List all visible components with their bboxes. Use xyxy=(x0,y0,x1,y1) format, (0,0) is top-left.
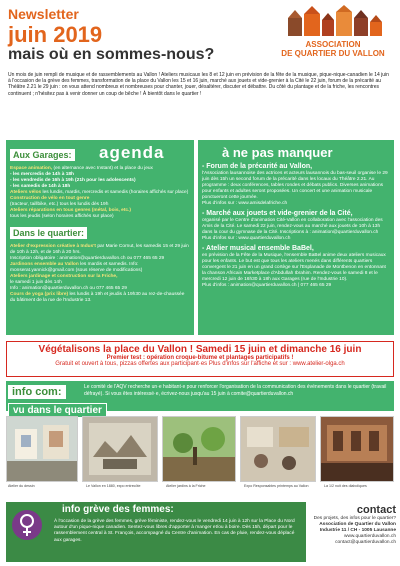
info-com-tag: info com: xyxy=(8,385,66,399)
association-logo xyxy=(272,4,394,72)
agenda-heading: agenda xyxy=(98,143,165,162)
indus-line-2: Inscription obligatoire : animation@quartierduvallon.ch ou 077 465 65 29 xyxy=(10,256,165,261)
newsletter-subtitle: mais où en sommes-nous? xyxy=(8,46,215,63)
friche-line-2: Info : animation@quartierduvallon.ch ou 077 465 65 29 xyxy=(10,286,127,291)
logo-line-1: ASSOCIATION xyxy=(305,40,361,49)
contact-website-link[interactable]: www.quartierduvallon.ch xyxy=(344,534,396,540)
marche-title: - Marché aux jouets et vide-grenier de la Cité, xyxy=(202,210,353,217)
photo-strip xyxy=(6,416,394,496)
highlights-heading: à ne pas manquer xyxy=(222,145,333,160)
babel-text: en prévision de la Fête de la Musique, l'ensemble BaBel anime deux ateliers musicaux pour les enfants. Le but est que tous les ateliers menés dans différents quartiers convergent le 21 juin en un grand cortège sur l'Esplanade de Montbenon en entonnant la chanson Africain Marketplace d'Abdullah Ibrahim. Rendez-vous le samedi 8 et le mercredi 12 juin de 16h30 à 18h aux Garages (rue de l'Industrie 10). xyxy=(202,253,386,282)
yoga-text: les lundis à 19h et jeudis à 19h30 au rez-de-chaussée du bâtiment de la rue de l'Industrie 13. xyxy=(10,292,185,303)
photo-vallon-1880 xyxy=(82,416,158,482)
vu-dans-le-quartier-tag: vu dans le quartier xyxy=(8,403,107,418)
contact-email-link[interactable]: contact@quartierduvallon.ch xyxy=(335,540,396,546)
photo-atelier-jardins xyxy=(162,416,236,482)
quartier-tag: Dans le quartier: xyxy=(10,227,87,239)
greve-femmes-panel xyxy=(6,502,306,562)
vegetalisons-title: Végétalisons la place du Vallon ! Samedi 15 juin et dimanche 16 juin xyxy=(38,344,362,355)
espace-title: Espace animation, xyxy=(10,166,53,171)
forum-title: - Forum de la précarité au Vallon, xyxy=(202,163,313,170)
jardin-title: Jardinons ensemble au Vallon xyxy=(10,262,79,267)
forum-text: l'Association lausannoise des actrices et acteurs lausannois du bas-seuil organise le 29 juin dès 15h un second forum de la précarité dans les locaux du Théâtre 2.21. Au programme : deux conférences, tables rondes et débats publics. Diverses animations pour enfants et adultes seront proposées. Un concert et une animation musicale ponctueront cette journée. xyxy=(202,171,388,200)
espace-note: (en alternance avec Instant) et la place du jeux xyxy=(53,166,153,171)
houses-logo-icon xyxy=(286,4,386,38)
logo-line-2: DE QUARTIER DU VALLON xyxy=(281,49,385,58)
yoga-title: Cours de yoga (prix libre) xyxy=(10,292,69,297)
velos-title: Ateliers vélos xyxy=(10,190,42,195)
greve-title: info grève des femmes: xyxy=(62,504,174,515)
vegetalisons-line-2: Gratuit et ouvert à tous, pizzas offertes aux participant·es Plus d'infos sur l'affiche et sur : www.atelier-olga.ch xyxy=(55,361,345,367)
feminist-symbol-icon xyxy=(12,510,42,540)
contact-line-2: Association de Quartier du Vallon xyxy=(319,522,396,528)
construction-title: Construction de vélo en tout genre xyxy=(10,196,90,201)
marche-text: organisé par le Centre d'animation Cité-Vallon en collaboration avec l'association des Amis de la Cité. Le samedi 22 juin, rendez-vous au marché aux jouets de 10h à 13h dans la cour du gymnase de la Cité. Inscriptions à : animation@quartierduvallon.ch xyxy=(202,218,383,235)
photo-expo-responsables xyxy=(240,416,316,482)
caption-4: Expo Responsables printemps au Vallon xyxy=(244,484,309,488)
reparations-title: Ateliers réparations en tous genres (métal, bois, etc.) xyxy=(10,208,132,213)
vegetalisons-banner xyxy=(6,341,394,377)
indus-line-1: par Marie Cornut, les samedis 15 et 29 juin de 10h à 12h, et de 16h à 20 hrs. xyxy=(10,244,189,255)
newsletter-date: juin 2019 xyxy=(8,22,103,47)
caption-2: Le Vallon en 1880, expo entrecôte xyxy=(86,484,141,488)
info-com-text: Le comité de l'AQV recherche un·e habitant·e pour renforcer l'organisation de la communication des événements dans le quartier (travail défrayé). Si vous êtes intéressé·e, écrivez-nous jusqu'au 15 juin à comite@quartierduvallon.ch xyxy=(84,384,387,397)
greve-text: À l'occasion de la grève des femmes, grève féministe, rendez-vous le vendredi 14 juin à 12h sur la Place du Nord autour d'un pique-nique canadien. Sentez-vous libres d'apporter à manger et/ou à boire. Dès 15h, départ pour le rassemblement central à St. François, accompagné du Centre d'animation. En cas de pluie, rendez-vous déplacé aux garages. xyxy=(54,519,295,543)
contact-line-3: Industrie 11 / CH - 1005 Lausanne xyxy=(319,528,396,534)
caption-3: Atelier jardins à la Friche xyxy=(166,484,206,488)
garages-tag: Aux Garages: xyxy=(10,149,75,161)
contact-line-1: Des projets, des infos pour le quartier? xyxy=(313,516,396,521)
photo-atelier-dessin xyxy=(6,416,78,482)
contact-block xyxy=(310,504,396,546)
highlights-column xyxy=(198,140,394,335)
photo-nuit-diaboliques xyxy=(320,416,394,482)
friche-title: Ateliers jardinage et construction sur la Friche, xyxy=(10,274,118,279)
newsletter-header xyxy=(0,0,400,70)
marche-info: Plus d'infos sur : www.quartierduvallon.ch xyxy=(202,236,291,241)
contact-title: contact xyxy=(356,504,396,516)
babel-title: - Atelier musical ensemble BaBel, xyxy=(202,245,314,252)
velos-text: les lundis, mardis, mercredis et samedis (horaires affichés sur place) xyxy=(42,190,189,195)
friche-line-1: le samedi 1 juin dès 14h xyxy=(10,280,62,285)
espace-line-1: - les mercredis de 14h à 18h xyxy=(10,172,74,177)
agenda-column xyxy=(6,140,194,335)
newsletter-title: Newsletter xyxy=(8,6,79,22)
construction-text: (tracteur, taillbike, etc.) tous les lundis dès 19h xyxy=(10,202,109,207)
espace-line-3: - les samedis de 14h à 18h xyxy=(10,184,71,189)
forum-info: Plus d'infos sur : www.amisdelafriche.ch xyxy=(202,201,288,206)
babel-info: Plus d'infos : animation@quartierduvallon.ch | 077 465 65 29 xyxy=(202,283,332,288)
espace-line-2: - les vendredis de 16h à 19h (21h pour les adolescents) xyxy=(10,178,136,183)
caption-1: Atelier du dessin xyxy=(8,484,35,488)
jardin-text: les mardis et samedis. Info: monserat.yannick@gmail.com (sous réserve de modifications) xyxy=(10,262,143,273)
reparations-text: tous les jeudis (selon horaires affichés sur place) xyxy=(10,214,114,219)
vegetalisons-line-1: Premier test : opération croque-bitume et plantages participatifs ! xyxy=(106,355,294,361)
caption-5: La 1/2 nuit des diaboliques xyxy=(324,484,367,488)
indus-title: Atelier d'expression créative à Indus't xyxy=(10,244,96,249)
intro-paragraph: Un mois de juin rempli de musique et de rassemblements au Vallon ! Ateliers musicaux les 8 et 12 juin en prévision de la fête de la musique, pique-nique-canadien le 14 juin à l'occasion de la grève des femmes, transformation de la place du Vallon les 15 et 16 juin, marché aux jouets et vide-grenier à la Cité le 22 juin, forum de la précarité au Théâtre 2.21 le 29 juin : on vous attend nombreux et nombreuses pour chanter, jouer, désaltérer, discuter et débattre. Du côté du plantage et de la friche, les rencontres continuent ; n'hésitez pas à venir donner un coup de bêche ! À bientôt dans le quartier ! xyxy=(8,72,389,97)
